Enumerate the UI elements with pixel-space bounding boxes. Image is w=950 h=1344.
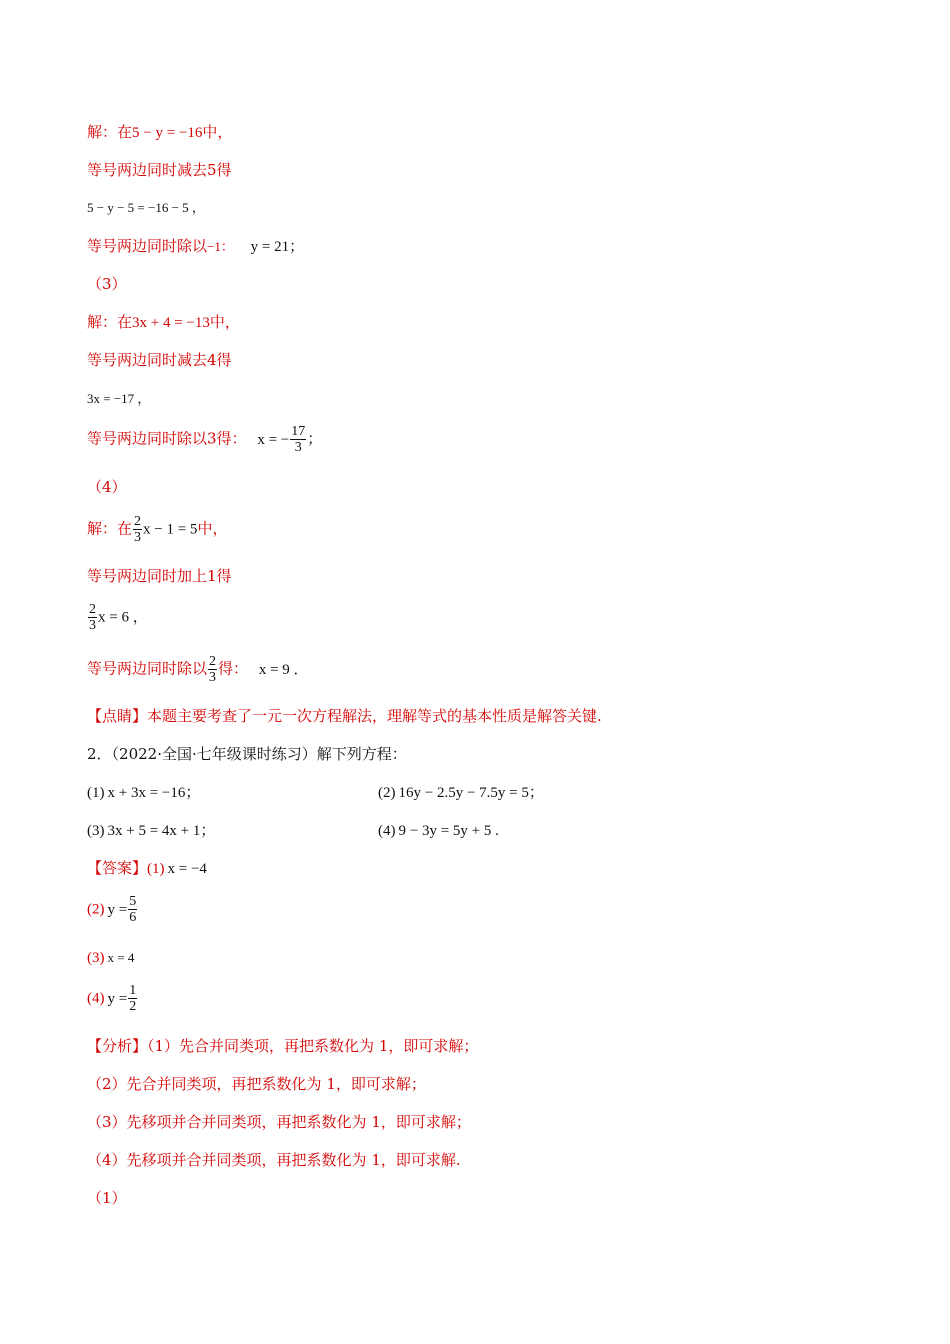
fraction: $\frac{1}{2}$ xyxy=(129,983,137,1014)
solution-line-6: 等号两边同时减去4得 xyxy=(87,351,232,369)
equation: x = 9 ． xyxy=(258,661,309,678)
part-label-4: （4） xyxy=(87,478,127,496)
question-1: (1) x + 3x = −16； xyxy=(87,785,201,801)
problem-2-row-1 xyxy=(87,782,887,803)
fraction: $\frac{5}{6}$ xyxy=(129,894,137,925)
problem-2-row-2 xyxy=(87,820,887,841)
solution-line-10: 等号两边同时加上1得 xyxy=(87,567,232,585)
text: 解：在 xyxy=(87,313,133,331)
equation: −1： xyxy=(207,239,234,254)
part-label-3: （3） xyxy=(87,275,127,293)
solution-line-4 xyxy=(87,236,304,257)
answer-line-2: (2) y = $\frac{5}{6}$ xyxy=(87,894,137,925)
text: 中， xyxy=(202,123,233,141)
text: 中， xyxy=(197,519,228,538)
question-4: (4) 9 − 3y = 5y + 5 . xyxy=(378,823,499,839)
solution-line-3: 5 − y − 5 = −16 − 5 ， xyxy=(87,200,205,215)
question-2: (2) 16y − 2.5y − 7.5y = 5； xyxy=(378,785,544,801)
text: 得： xyxy=(218,659,249,678)
analysis-line-4: （4）先移项并合并同类项，再把系数化为 1，即可求解. xyxy=(87,1151,461,1169)
answer-line-4: (4) y = $\frac{1}{2}$ xyxy=(87,983,137,1014)
solution-line-11 xyxy=(87,602,148,633)
fraction: $\frac{17}{3}$ xyxy=(291,424,306,455)
solution-line-12 xyxy=(87,654,309,685)
solution-line-8 xyxy=(87,424,322,455)
solution-line-2: 等号两边同时减去5得 xyxy=(87,161,232,179)
question-3: (3) 3x + 5 = 4x + 1； xyxy=(87,823,216,839)
analysis-line-1: 【分析】（1）先合并同类项，再把系数化为 1，即可求解； xyxy=(87,1037,479,1055)
text: 等号两边同时除以 xyxy=(87,659,208,678)
text: 解：在 xyxy=(87,519,133,538)
text: ； xyxy=(307,429,323,448)
answer-line-1: 【答案】(1) x = −4 xyxy=(87,859,207,877)
equation: x = − xyxy=(257,431,290,448)
solution-line-5 xyxy=(87,312,240,333)
text: 解：在 xyxy=(87,123,133,141)
equation: 5 − y = −16 xyxy=(132,125,203,141)
text: 中， xyxy=(209,313,240,331)
equation: 3x + 4 = −13 xyxy=(132,315,210,331)
text: 等号两边同时除以 xyxy=(87,237,208,255)
text: 等号两边同时除以3得： xyxy=(87,429,247,448)
equation: x = 6 ， xyxy=(98,609,148,626)
fraction: $\frac{2}{3}$ xyxy=(89,602,96,633)
analysis-line-3: （3）先移项并合并同类项，再把系数化为 1，即可求解； xyxy=(87,1113,471,1131)
fraction: $\frac{2}{3}$ xyxy=(209,654,217,685)
answer-label: 【答案】 xyxy=(87,859,148,877)
part-label-final: （1） xyxy=(87,1189,127,1207)
answer-line-3: (3) x = 4 xyxy=(87,950,135,966)
analysis-line-2: （2）先合并同类项，再把系数化为 1，即可求解； xyxy=(87,1075,426,1093)
solution-line-1 xyxy=(87,122,232,143)
key-point-note: 【点睛】本题主要考查了一元一次方程解法，理解等式的基本性质是解答关键. xyxy=(87,707,602,725)
equation: y = 21； xyxy=(250,239,305,255)
solution-line-9 xyxy=(87,514,227,545)
fraction: $\frac{2}{3}$ xyxy=(134,514,142,545)
equation: x − 1 = 5 xyxy=(143,521,198,538)
problem-2-title: 2．（2022·全国·七年级课时练习）解下列方程： xyxy=(87,745,407,763)
solution-line-7: 3x = −17 ， xyxy=(87,391,151,406)
